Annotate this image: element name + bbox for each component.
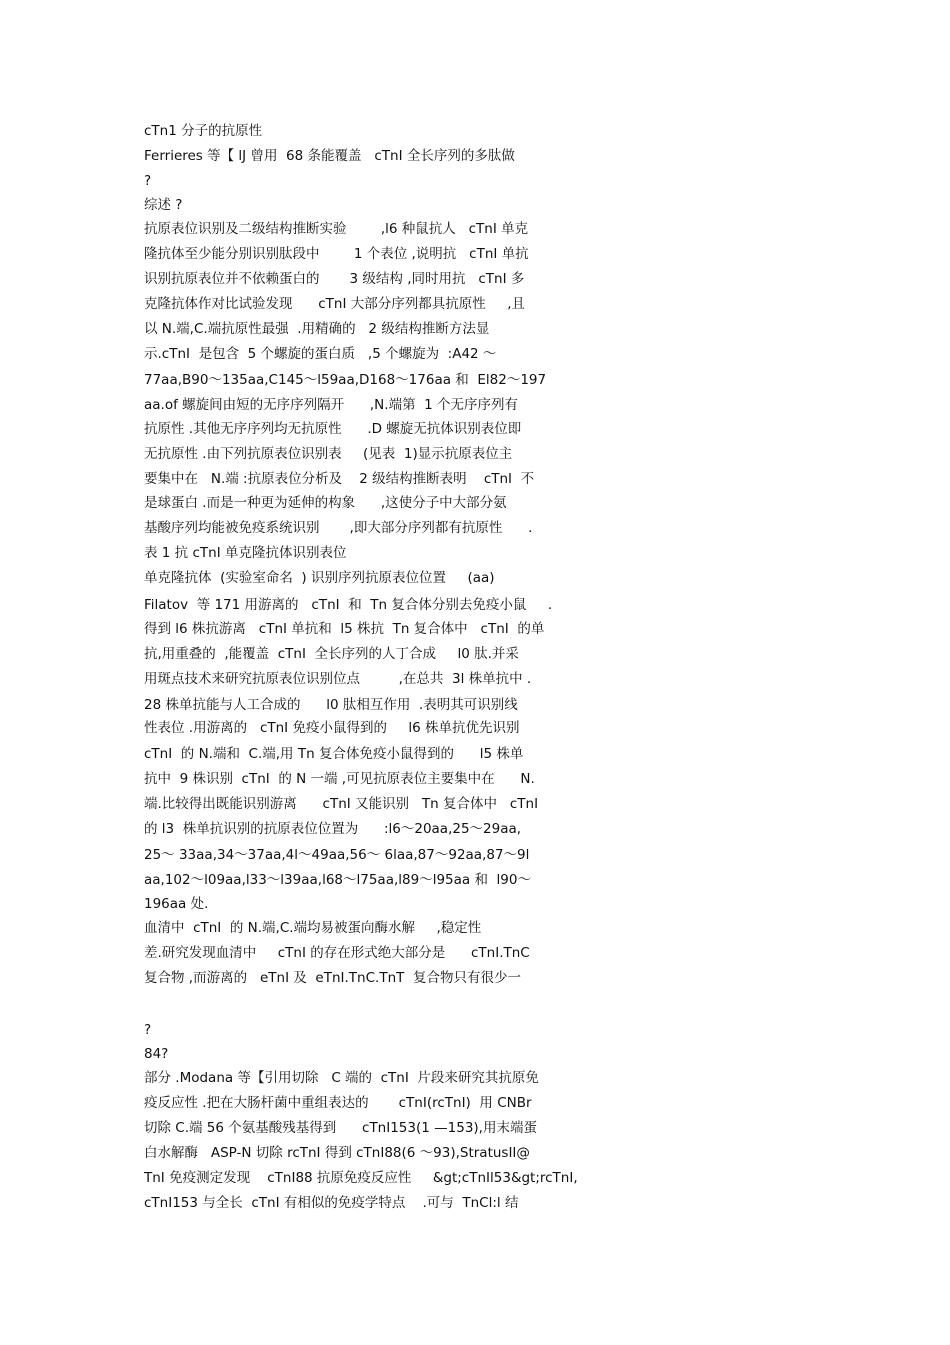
- text-line: 28 株单抗能与人工合成的 l0 肽相互作用 .表明其可识别线: [144, 697, 518, 713]
- text-line: aa,102～l09aa,l33～l39aa,l68～l75aa,l89～l95aa 和 l90～: [144, 872, 531, 888]
- text-line: 抗原表位识别及二级结构推断实验 ,l6 种鼠抗人 cTnI 单克: [144, 221, 529, 237]
- text-line: 识别抗原表位并不依赖蛋白的 3 级结构 ,同时用抗 cTnI 多: [144, 271, 525, 287]
- text-line: 25～ 33aa,34～37aa,4l～49aa,56～ 6laa,87～92aa,87～9l: [144, 847, 530, 863]
- text-line: 隆抗体至少能分别识别肽段中 1 个表位 ,说明抗 cTnI 单抗: [144, 246, 529, 262]
- text-line: 性表位 .用游离的 cTnI 免疫小鼠得到的 l6 株单抗优先识别: [144, 720, 520, 736]
- text-line: cTnI153 与全长 cTnI 有相似的免疫学特点 .可与 TnCl:l 结: [144, 1195, 519, 1211]
- text-line: 要集中在 N.端 :抗原表位分析及 2 级结构推断表明 cTnI 不: [144, 471, 535, 487]
- text-line: 无抗原性 .由下列抗原表位识别表 (见表 1)显示抗原表位主: [144, 446, 513, 462]
- text-line: Ferrieres 等【 lJ 曾用 68 条能覆盖 cTnI 全长序列的多肽做: [144, 148, 515, 164]
- text-line: 部分 .Modana 等【引用切除 C 端的 cTnI 片段来研究其抗原免: [144, 1070, 539, 1086]
- text-line: 196aa 处.: [144, 896, 209, 912]
- table-caption: 表 1 抗 cTnI 单克隆抗体识别表位: [144, 545, 347, 561]
- text-line: 示.cTnI 是包含 5 个螺旋的蛋白质 ,5 个螺旋为 :A42 ～: [144, 346, 497, 362]
- text-line: TnI 免疫测定发现 cTnI88 抗原免疫反应性 &gt;cTnIl53&gt;rcTnI,: [144, 1170, 578, 1186]
- text-line: ?: [144, 173, 152, 189]
- text-line: ?: [144, 1022, 152, 1038]
- text-line: aa.of 螺旋间由短的无序序列隔开 ,N.端第 1 个无序序列有: [144, 397, 519, 413]
- text-line: 端.比较得出既能识别游离 cTnI 又能识别 Tn 复合体中 cTnI: [144, 796, 539, 812]
- section-heading: cTn1 分子的抗原性: [144, 123, 263, 139]
- text-line: 是球蛋白 .而是一种更为延伸的构象 ,这使分子中大部分氨: [144, 495, 507, 511]
- text-line: 基酸序列均能被免疫系统识别 ,即大部分序列都有抗原性 .: [144, 520, 533, 536]
- text-line: 切除 C.端 56 个氨基酸残基得到 cTnI153(1 —153),用末端蛋: [144, 1120, 537, 1136]
- text-line: 77aa,B90～135aa,C145～l59aa,D168～176aa 和 El82～197: [144, 372, 547, 388]
- text-line: 以 N.端,C.端抗原性最强 .用精确的 2 级结构推断方法显: [144, 321, 490, 337]
- text-line: 得到 l6 株抗游离 cTnI 单抗和 l5 株抗 Tn 复合体中 cTnI 的单: [144, 621, 545, 637]
- text-line: 血清中 cTnI 的 N.端,C.端均易被蛋向酶水解 ,稳定性: [144, 920, 482, 936]
- text-line: 白水解酶 ASP-N 切除 rcTnI 得到 cTnI88(6 ～93),StratusII@: [144, 1145, 530, 1161]
- text-line: 抗,用重叠的 ,能覆盖 cTnI 全长序列的人丁合成 l0 肽.并采: [144, 646, 519, 662]
- text-line: 抗原性 .其他无序序列均无抗原性 .D 螺旋无抗体识别表位即: [144, 421, 522, 437]
- table-header: 单克隆抗体 (实验室命名 ) 识别序列抗原表位位置 (aa): [144, 570, 495, 586]
- page-number: 84?: [144, 1046, 169, 1062]
- text-line: 差.研究发现血清中 cTnI 的存在形式绝大部分是 cTnI.TnC: [144, 945, 530, 961]
- text-line: 综述 ?: [144, 197, 183, 213]
- text-line: cTnI 的 N.端和 C.端,用 Tn 复合体免疫小鼠得到的 l5 株单: [144, 746, 524, 762]
- text-line: 抗中 9 株识别 cTnI 的 N 一端 ,可见抗原表位主要集中在 N.: [144, 771, 535, 787]
- text-line: Filatov 等 171 用游离的 cTnI 和 Tn 复合体分别去免疫小鼠 .: [144, 597, 553, 613]
- text-line: 疫反应性 .把在大肠杆菌中重组表达的 cTnI(rcTnI) 用 CNBr: [144, 1095, 532, 1111]
- text-line: 克隆抗体作对比试验发现 cTnI 大部分序列都具抗原性 ,且: [144, 296, 525, 312]
- text-line: 复合物 ,而游离的 eTnI 及 eTnI.TnC.TnT 复合物只有很少一: [144, 970, 521, 986]
- text-line: 的 l3 株单抗识别的抗原表位位置为 :l6～20aa,25～29aa,: [144, 821, 522, 837]
- text-line: 用斑点技术来研究抗原表位识别位点 ,在总共 3l 株单抗中 .: [144, 671, 532, 687]
